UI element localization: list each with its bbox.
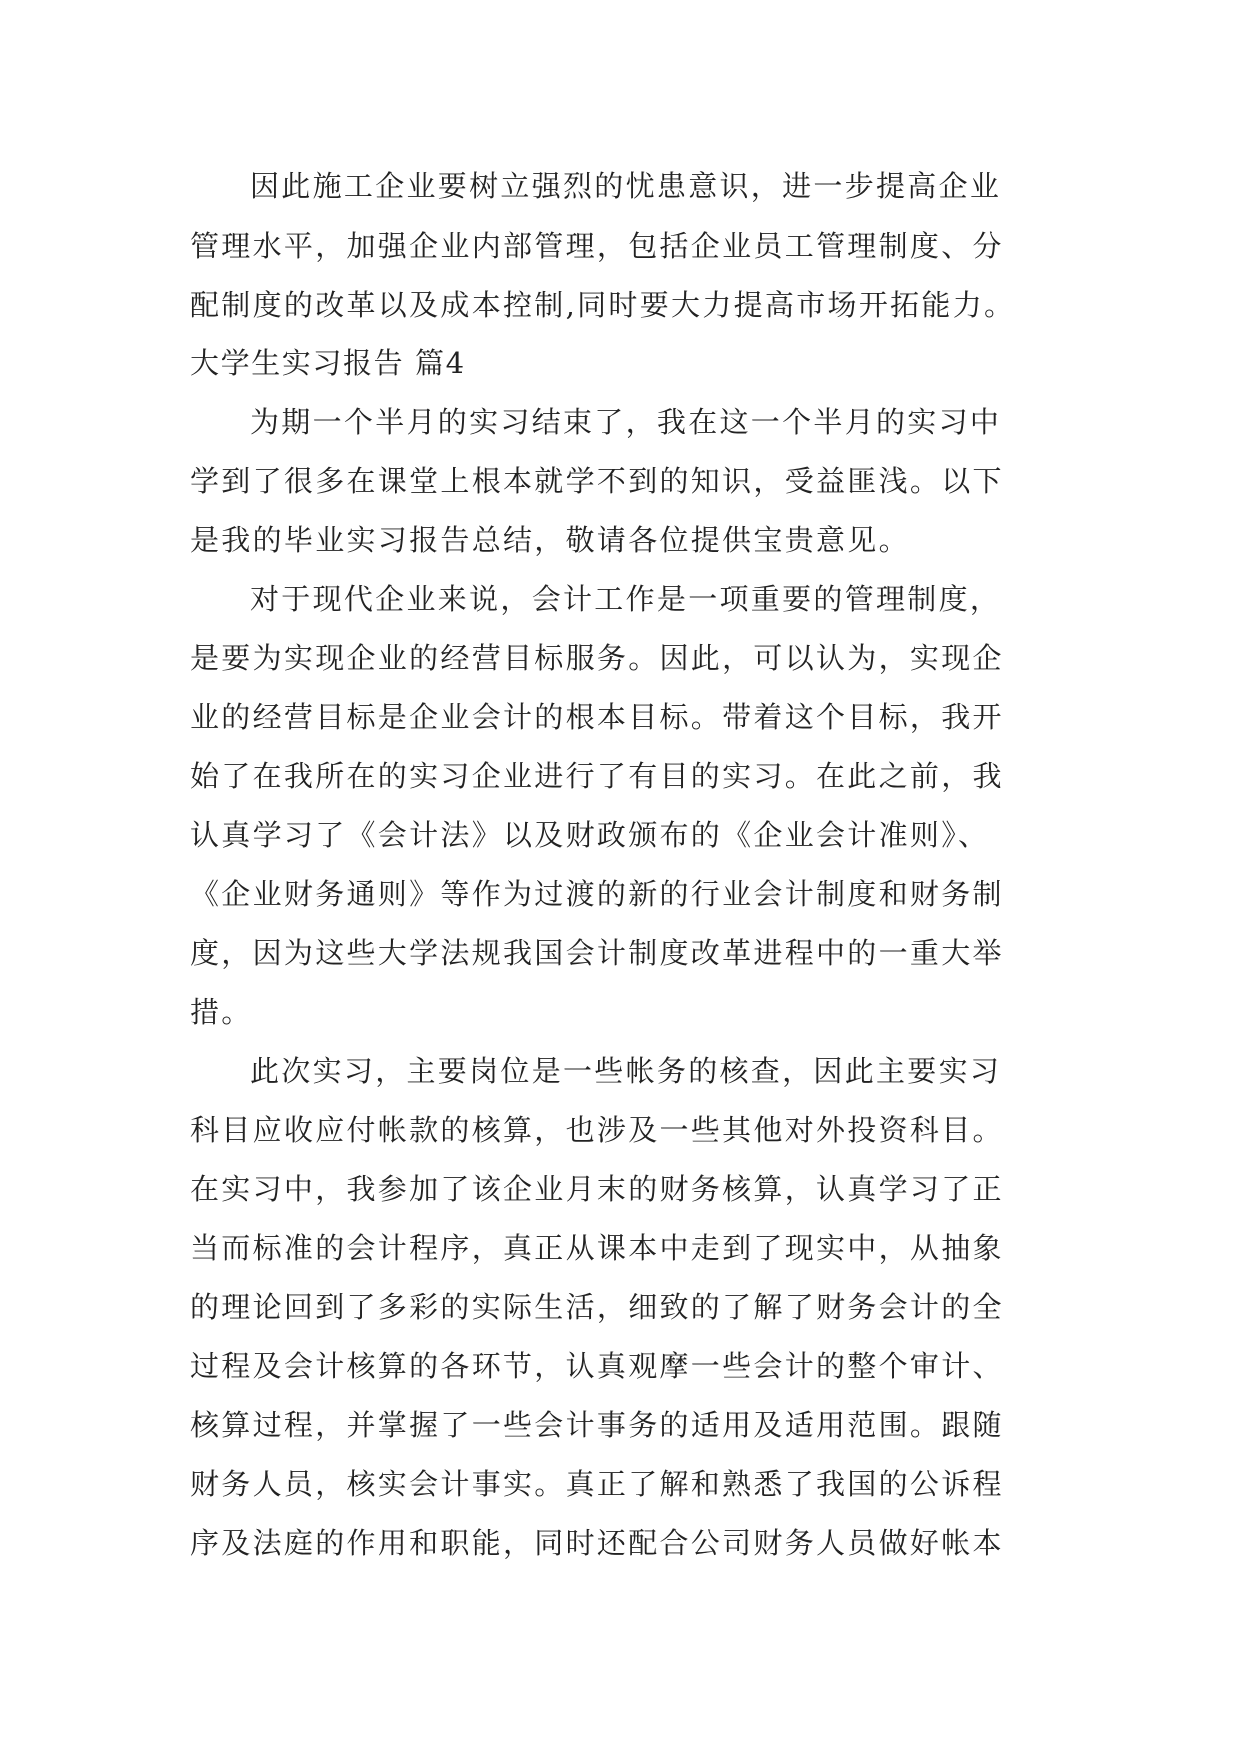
section-heading: 大学生实习报告 篇4 xyxy=(190,346,466,380)
paragraph-4-line-6: 过程及会计核算的各环节，认真观摩一些会计的整个审计、 xyxy=(190,1349,1004,1383)
paragraph-1-line-2: 管理水平，加强企业内部管理，包括企业员工管理制度、分 xyxy=(190,229,1004,263)
paragraph-4-line-5: 的理论回到了多彩的实际生活，细致的了解了财务会计的全 xyxy=(190,1290,1004,1324)
paragraph-2-line-2: 学到了很多在课堂上根本就学不到的知识，受益匪浅。以下 xyxy=(190,464,1004,498)
paragraph-4-line-2: 科目应收应付帐款的核算，也涉及一些其他对外投资科目。 xyxy=(190,1113,1004,1147)
paragraph-4-line-4: 当而标准的会计程序，真正从课本中走到了现实中，从抽象 xyxy=(190,1231,1004,1265)
paragraph-2-line-3: 是我的毕业实习报告总结，敬请各位提供宝贵意见。 xyxy=(190,523,910,557)
paragraph-3-line-5: 认真学习了《会计法》以及财政颁布的《企业会计准则》、 xyxy=(190,818,990,852)
paragraph-3-line-1: 对于现代企业来说，会计工作是一项重要的管理制度， xyxy=(250,582,1002,616)
paragraph-4-line-9: 序及法庭的作用和职能，同时还配合公司财务人员做好帐本 xyxy=(190,1526,1004,1560)
paragraph-3-line-7: 度，因为这些大学法规我国会计制度改革进程中的一重大举 xyxy=(190,936,1004,970)
paragraph-2-line-1: 为期一个半月的实习结束了，我在这一个半月的实习中 xyxy=(250,405,1002,439)
paragraph-4-line-3: 在实习中，我参加了该企业月末的财务核算，认真学习了正 xyxy=(190,1172,1004,1206)
paragraph-4-line-1: 此次实习，主要岗位是一些帐务的核查，因此主要实习 xyxy=(250,1054,1002,1088)
paragraph-4-line-7: 核算过程，并掌握了一些会计事务的适用及适用范围。跟随 xyxy=(190,1408,1004,1442)
paragraph-4-line-8: 财务人员，核实会计事实。真正了解和熟悉了我国的公诉程 xyxy=(190,1467,1004,1501)
paragraph-3-line-8: 措。 xyxy=(190,995,253,1029)
paragraph-3-line-2: 是要为实现企业的经营目标服务。因此，可以认为，实现企 xyxy=(190,641,1004,675)
paragraph-1-line-1: 因此施工企业要树立强烈的忧患意识，进一步提高企业 xyxy=(250,169,1002,203)
paragraph-3-line-6: 《企业财务通则》等作为过渡的新的行业会计制度和财务制 xyxy=(190,877,1004,911)
paragraph-3-line-3: 业的经营目标是企业会计的根本目标。带着这个目标，我开 xyxy=(190,700,1004,734)
paragraph-3-line-4: 始了在我所在的实习企业进行了有目的实习。在此之前，我 xyxy=(190,759,1004,793)
paragraph-1-line-3: 配制度的改革以及成本控制,同时要大力提高市场开拓能力。 xyxy=(190,288,1016,322)
